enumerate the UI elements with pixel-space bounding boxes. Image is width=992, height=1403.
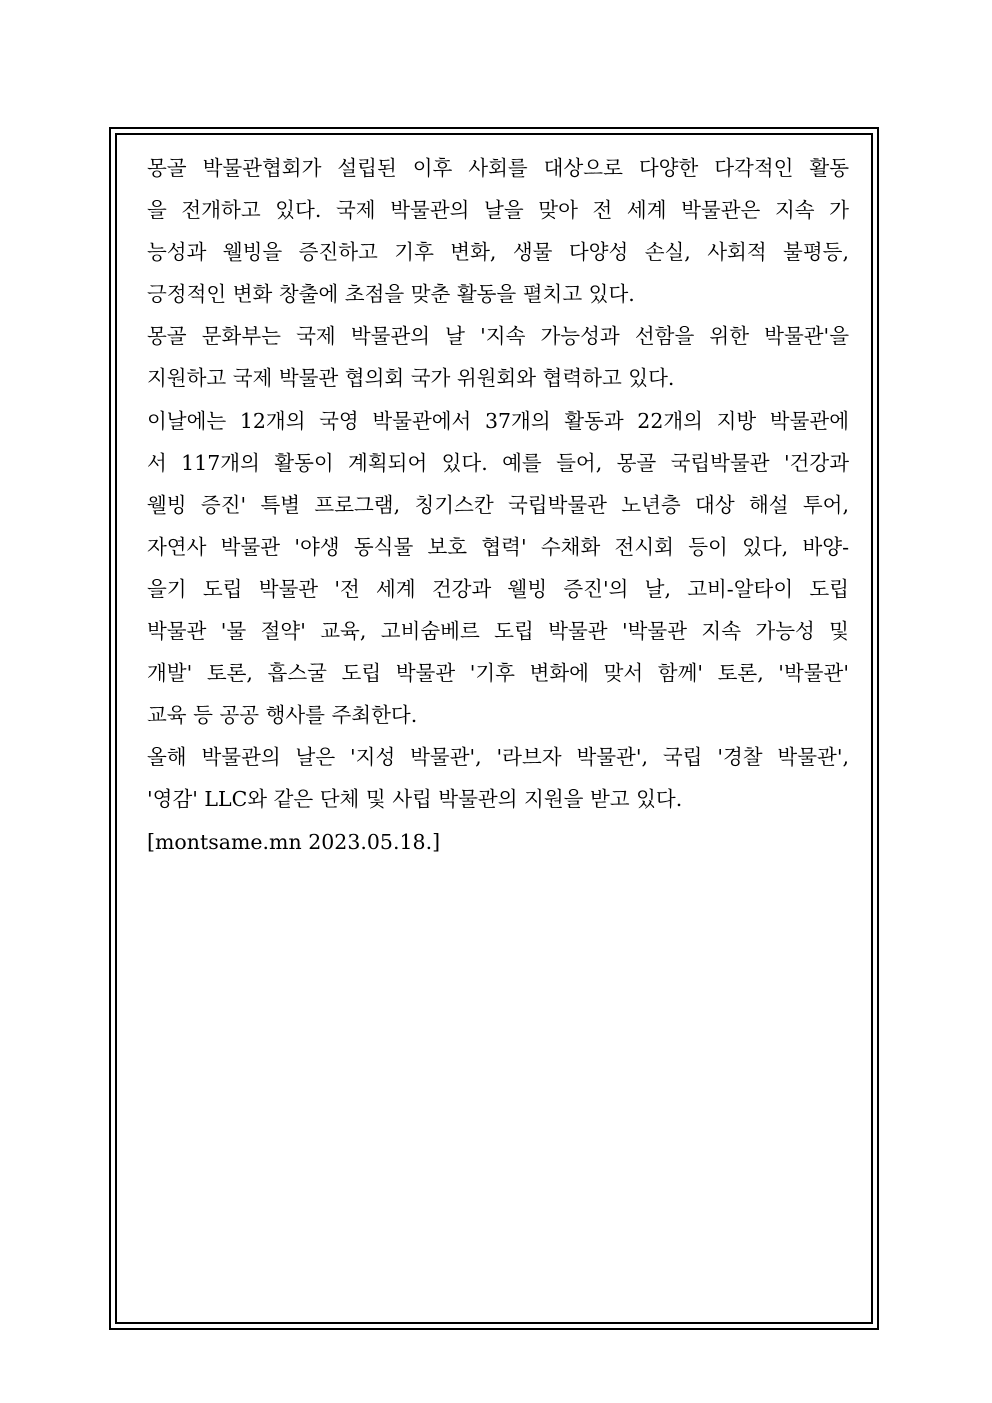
- article-line: 지원하고 국제 박물관 협의회 국가 위원회와 협력하고 있다.: [147, 366, 675, 391]
- article-line: 박물관 '물 절약' 교육, 고비숨베르 도립 박물관 '박물관 지속 가능성 및: [147, 619, 849, 644]
- article-line: 웰빙 증진' 특별 프로그램, 칭기스칸 국립박물관 노년층 대상 해설 투어,: [147, 492, 849, 517]
- article-line: 올해 박물관의 날은 '지성 박물관', '라브자 박물관', 국립 '경찰 박물관',: [147, 745, 849, 770]
- article-line: 능성과 웰빙을 증진하고 기후 변화, 생물 다양성 손실, 사회적 불평등,: [147, 240, 849, 265]
- article-line: 긍정적인 변화 창출에 초점을 맞춘 활동을 펼치고 있다.: [147, 282, 635, 307]
- source-citation: [montsame.mn 2023.05.18.]: [147, 829, 441, 854]
- article-line: 서 117개의 활동이 계획되어 있다. 예를 들어, 몽골 국립박물관 '건강과: [147, 450, 849, 475]
- article-line: 이날에는 12개의 국영 박물관에서 37개의 활동과 22개의 지방 박물관에: [147, 408, 849, 433]
- article-line: 몽골 문화부는 국제 박물관의 날 '지속 가능성과 선함을 위한 박물관'을: [147, 324, 849, 349]
- article-line: 을기 도립 박물관 '전 세계 건강과 웰빙 증진'의 날, 고비-알타이 도립: [147, 576, 849, 601]
- article-line: 교육 등 공공 행사를 주최한다.: [147, 703, 418, 728]
- document-frame: [109, 127, 879, 1330]
- article-line: 몽골 박물관협회가 설립된 이후 사회를 대상으로 다양한 다각적인 활동: [147, 156, 849, 180]
- article-line: 자연사 박물관 '야생 동식물 보호 협력' 수채화 전시회 등이 있다, 바양-: [147, 534, 849, 559]
- article-line: 을 전개하고 있다. 국제 박물관의 날을 맞아 전 세계 박물관은 지속 가: [147, 198, 849, 223]
- article-line: '영감' LLC와 같은 단체 및 사립 박물관의 지원을 받고 있다.: [147, 787, 683, 812]
- article-body: [147, 147, 849, 863]
- document-inner-frame: [115, 133, 873, 1324]
- article-line: 개발' 토론, 흡스굴 도립 박물관 '기후 변화에 맞서 함께' 토론, '박물관': [147, 661, 849, 686]
